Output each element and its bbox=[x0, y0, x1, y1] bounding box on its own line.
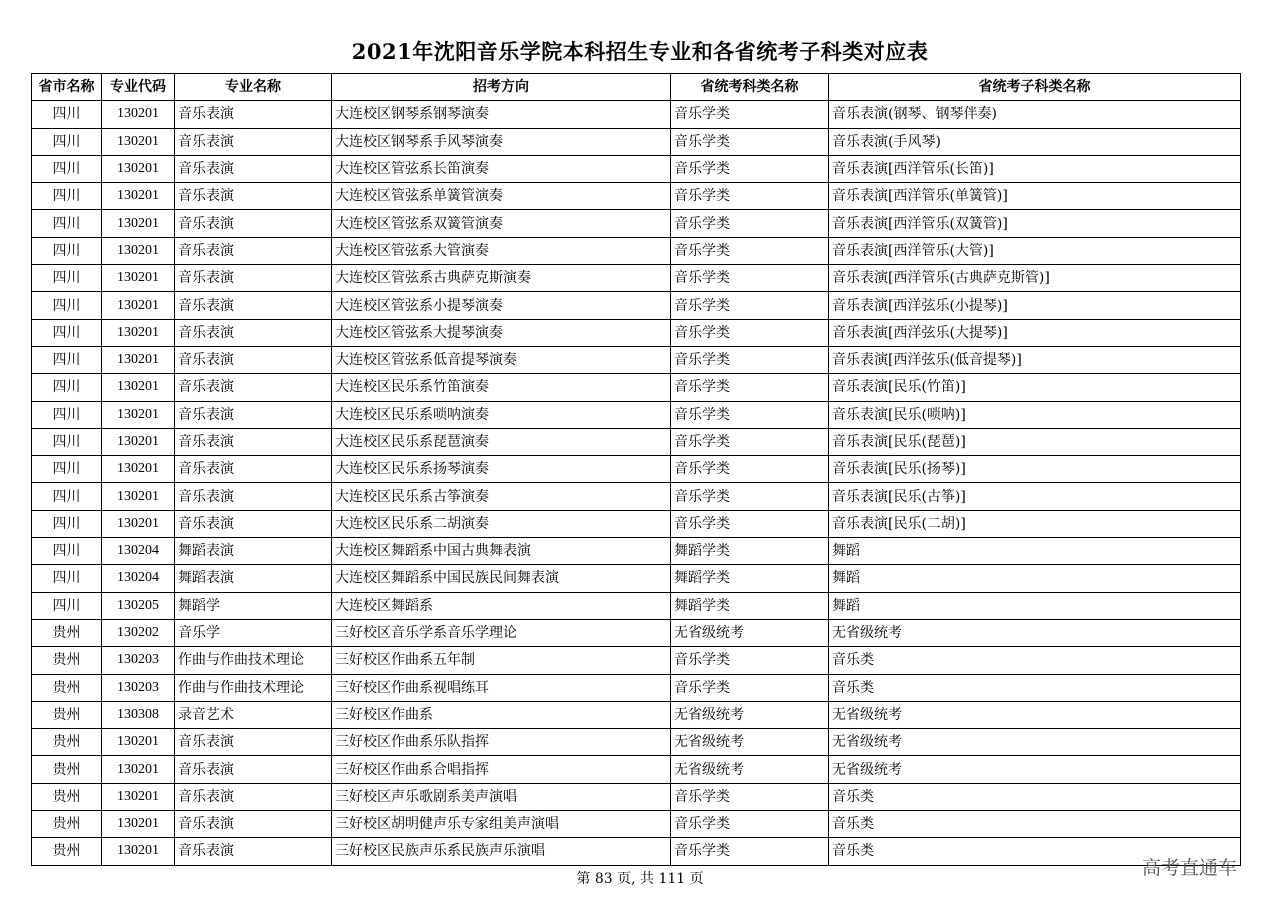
province-cell: 四川 bbox=[32, 483, 102, 510]
province-cell: 四川 bbox=[32, 292, 102, 319]
major-name-cell: 舞蹈表演 bbox=[175, 538, 332, 565]
table-row bbox=[32, 237, 1241, 264]
header-exam-category: 省统考科类名称 bbox=[671, 74, 829, 101]
major-name-cell: 音乐表演 bbox=[175, 183, 332, 210]
major-code-cell: 130204 bbox=[102, 565, 175, 592]
direction-cell: 大连校区舞蹈系 bbox=[332, 592, 671, 619]
major-code-cell: 130201 bbox=[102, 456, 175, 483]
exam-category-cell: 音乐学类 bbox=[671, 101, 829, 128]
exam-subcategory-cell: 音乐表演[民乐(古筝)] bbox=[829, 483, 1241, 510]
direction-cell: 大连校区钢琴系钢琴演奏 bbox=[332, 101, 671, 128]
major-name-cell: 音乐表演 bbox=[175, 292, 332, 319]
exam-category-cell: 音乐学类 bbox=[671, 346, 829, 373]
table-row bbox=[32, 401, 1241, 428]
table-header-row bbox=[32, 74, 1241, 101]
table-row bbox=[32, 483, 1241, 510]
major-code-cell: 130201 bbox=[102, 319, 175, 346]
exam-category-cell: 音乐学类 bbox=[671, 237, 829, 264]
table-row bbox=[32, 292, 1241, 319]
direction-cell: 大连校区民乐系琵琶演奏 bbox=[332, 428, 671, 455]
major-code-cell: 130201 bbox=[102, 428, 175, 455]
table-row bbox=[32, 811, 1241, 838]
table-row bbox=[32, 510, 1241, 537]
exam-subcategory-cell: 音乐表演[民乐(扬琴)] bbox=[829, 456, 1241, 483]
header-major-code: 专业代码 bbox=[102, 74, 175, 101]
province-cell: 四川 bbox=[32, 210, 102, 237]
major-code-cell: 130202 bbox=[102, 619, 175, 646]
major-name-cell: 音乐表演 bbox=[175, 838, 332, 865]
table-row bbox=[32, 538, 1241, 565]
exam-category-cell: 舞蹈学类 bbox=[671, 565, 829, 592]
major-name-cell: 音乐表演 bbox=[175, 319, 332, 346]
major-code-cell: 130201 bbox=[102, 128, 175, 155]
exam-category-cell: 音乐学类 bbox=[671, 483, 829, 510]
exam-category-cell: 舞蹈学类 bbox=[671, 538, 829, 565]
province-cell: 四川 bbox=[32, 265, 102, 292]
major-name-cell: 作曲与作曲技术理论 bbox=[175, 674, 332, 701]
exam-subcategory-cell: 音乐表演[民乐(竹笛)] bbox=[829, 374, 1241, 401]
province-cell: 贵州 bbox=[32, 811, 102, 838]
direction-cell: 大连校区舞蹈系中国民族民间舞表演 bbox=[332, 565, 671, 592]
province-cell: 四川 bbox=[32, 346, 102, 373]
exam-category-cell: 音乐学类 bbox=[671, 210, 829, 237]
major-code-cell: 130201 bbox=[102, 756, 175, 783]
exam-subcategory-cell: 音乐表演[西洋管乐(长笛)] bbox=[829, 155, 1241, 182]
province-cell: 贵州 bbox=[32, 838, 102, 865]
table-row bbox=[32, 783, 1241, 810]
exam-category-cell: 无省级统考 bbox=[671, 756, 829, 783]
page-number: 第 83 页, 共 111 页 bbox=[576, 871, 704, 887]
province-cell: 四川 bbox=[32, 319, 102, 346]
direction-cell: 三好校区声乐歌剧系美声演唱 bbox=[332, 783, 671, 810]
major-code-cell: 130201 bbox=[102, 811, 175, 838]
major-code-cell: 130201 bbox=[102, 210, 175, 237]
direction-cell: 三好校区作曲系视唱练耳 bbox=[332, 674, 671, 701]
direction-cell: 大连校区民乐系竹笛演奏 bbox=[332, 374, 671, 401]
direction-cell: 大连校区管弦系长笛演奏 bbox=[332, 155, 671, 182]
province-cell: 四川 bbox=[32, 401, 102, 428]
major-name-cell: 音乐表演 bbox=[175, 374, 332, 401]
direction-cell: 三好校区作曲系合唱指挥 bbox=[332, 756, 671, 783]
major-name-cell: 作曲与作曲技术理论 bbox=[175, 647, 332, 674]
major-name-cell: 音乐表演 bbox=[175, 729, 332, 756]
exam-category-cell: 无省级统考 bbox=[671, 619, 829, 646]
exam-category-cell: 音乐学类 bbox=[671, 510, 829, 537]
exam-category-cell: 音乐学类 bbox=[671, 292, 829, 319]
major-name-cell: 音乐表演 bbox=[175, 155, 332, 182]
direction-cell: 大连校区民乐系古筝演奏 bbox=[332, 483, 671, 510]
exam-subcategory-cell: 音乐类 bbox=[829, 674, 1241, 701]
direction-cell: 大连校区民乐系二胡演奏 bbox=[332, 510, 671, 537]
exam-subcategory-cell: 舞蹈 bbox=[829, 538, 1241, 565]
major-code-cell: 130201 bbox=[102, 292, 175, 319]
exam-subcategory-cell: 音乐表演[西洋弦乐(低音提琴)] bbox=[829, 346, 1241, 373]
major-code-cell: 130308 bbox=[102, 701, 175, 728]
direction-cell: 大连校区管弦系大提琴演奏 bbox=[332, 319, 671, 346]
province-cell: 贵州 bbox=[32, 619, 102, 646]
major-name-cell: 音乐学 bbox=[175, 619, 332, 646]
major-code-cell: 130201 bbox=[102, 729, 175, 756]
exam-subcategory-cell: 音乐表演[西洋管乐(大管)] bbox=[829, 237, 1241, 264]
major-code-cell: 130203 bbox=[102, 647, 175, 674]
exam-subcategory-cell: 无省级统考 bbox=[829, 701, 1241, 728]
header-exam-subcategory: 省统考子科类名称 bbox=[829, 74, 1241, 101]
table-row bbox=[32, 729, 1241, 756]
major-name-cell: 舞蹈表演 bbox=[175, 565, 332, 592]
header-major-name: 专业名称 bbox=[175, 74, 332, 101]
exam-subcategory-cell: 音乐表演[西洋管乐(单簧管)] bbox=[829, 183, 1241, 210]
major-name-cell: 音乐表演 bbox=[175, 428, 332, 455]
province-cell: 四川 bbox=[32, 237, 102, 264]
major-name-cell: 音乐表演 bbox=[175, 265, 332, 292]
direction-cell: 大连校区管弦系大管演奏 bbox=[332, 237, 671, 264]
province-cell: 四川 bbox=[32, 592, 102, 619]
table-row bbox=[32, 428, 1241, 455]
major-code-cell: 130201 bbox=[102, 237, 175, 264]
major-name-cell: 音乐表演 bbox=[175, 401, 332, 428]
table-row bbox=[32, 674, 1241, 701]
exam-category-cell: 音乐学类 bbox=[671, 783, 829, 810]
table-row bbox=[32, 155, 1241, 182]
exam-subcategory-cell: 音乐表演[西洋管乐(古典萨克斯管)] bbox=[829, 265, 1241, 292]
exam-category-cell: 音乐学类 bbox=[671, 811, 829, 838]
province-cell: 四川 bbox=[32, 155, 102, 182]
major-name-cell: 音乐表演 bbox=[175, 346, 332, 373]
direction-cell: 大连校区民乐系扬琴演奏 bbox=[332, 456, 671, 483]
exam-category-cell: 音乐学类 bbox=[671, 374, 829, 401]
exam-subcategory-cell: 音乐类 bbox=[829, 783, 1241, 810]
province-cell: 四川 bbox=[32, 565, 102, 592]
province-cell: 四川 bbox=[32, 101, 102, 128]
table-row bbox=[32, 565, 1241, 592]
province-cell: 贵州 bbox=[32, 647, 102, 674]
major-name-cell: 音乐表演 bbox=[175, 510, 332, 537]
table-row bbox=[32, 647, 1241, 674]
exam-subcategory-cell: 音乐表演[西洋弦乐(大提琴)] bbox=[829, 319, 1241, 346]
direction-cell: 三好校区作曲系五年制 bbox=[332, 647, 671, 674]
major-code-cell: 130201 bbox=[102, 101, 175, 128]
exam-subcategory-cell: 音乐类 bbox=[829, 838, 1241, 865]
table-row bbox=[32, 128, 1241, 155]
major-code-cell: 130204 bbox=[102, 538, 175, 565]
major-code-cell: 130201 bbox=[102, 265, 175, 292]
table-row bbox=[32, 210, 1241, 237]
major-code-cell: 130203 bbox=[102, 674, 175, 701]
exam-category-cell: 音乐学类 bbox=[671, 428, 829, 455]
table-row bbox=[32, 838, 1241, 865]
major-code-cell: 130201 bbox=[102, 783, 175, 810]
exam-category-cell: 舞蹈学类 bbox=[671, 592, 829, 619]
table-row bbox=[32, 374, 1241, 401]
major-name-cell: 音乐表演 bbox=[175, 811, 332, 838]
table-row bbox=[32, 592, 1241, 619]
province-cell: 贵州 bbox=[32, 674, 102, 701]
direction-cell: 大连校区钢琴系手风琴演奏 bbox=[332, 128, 671, 155]
direction-cell: 大连校区管弦系单簧管演奏 bbox=[332, 183, 671, 210]
direction-cell: 大连校区管弦系低音提琴演奏 bbox=[332, 346, 671, 373]
major-code-cell: 130201 bbox=[102, 838, 175, 865]
exam-category-cell: 音乐学类 bbox=[671, 456, 829, 483]
exam-category-cell: 无省级统考 bbox=[671, 729, 829, 756]
province-cell: 四川 bbox=[32, 428, 102, 455]
exam-category-cell: 音乐学类 bbox=[671, 319, 829, 346]
document-title: 2021年沈阳音乐学院本科招生专业和各省统考子科类对应表 bbox=[351, 39, 929, 64]
exam-category-cell: 音乐学类 bbox=[671, 647, 829, 674]
exam-category-cell: 音乐学类 bbox=[671, 265, 829, 292]
exam-subcategory-cell: 音乐表演(钢琴、钢琴伴奏) bbox=[829, 101, 1241, 128]
major-code-cell: 130205 bbox=[102, 592, 175, 619]
major-code-cell: 130201 bbox=[102, 155, 175, 182]
major-code-cell: 130201 bbox=[102, 374, 175, 401]
direction-cell: 大连校区管弦系古典萨克斯演奏 bbox=[332, 265, 671, 292]
exam-category-cell: 无省级统考 bbox=[671, 701, 829, 728]
major-code-cell: 130201 bbox=[102, 510, 175, 537]
table-body bbox=[32, 101, 1241, 865]
major-name-cell: 音乐表演 bbox=[175, 783, 332, 810]
table-row bbox=[32, 619, 1241, 646]
exam-category-cell: 音乐学类 bbox=[671, 674, 829, 701]
province-cell: 四川 bbox=[32, 510, 102, 537]
direction-cell: 三好校区胡明健声乐专家组美声演唱 bbox=[332, 811, 671, 838]
exam-subcategory-cell: 音乐类 bbox=[829, 647, 1241, 674]
exam-subcategory-cell: 无省级统考 bbox=[829, 729, 1241, 756]
exam-subcategory-cell: 舞蹈 bbox=[829, 592, 1241, 619]
direction-cell: 三好校区民族声乐系民族声乐演唱 bbox=[332, 838, 671, 865]
major-name-cell: 音乐表演 bbox=[175, 210, 332, 237]
major-name-cell: 录音艺术 bbox=[175, 701, 332, 728]
major-code-cell: 130201 bbox=[102, 183, 175, 210]
province-cell: 贵州 bbox=[32, 783, 102, 810]
major-name-cell: 舞蹈学 bbox=[175, 592, 332, 619]
table-row bbox=[32, 265, 1241, 292]
exam-category-cell: 音乐学类 bbox=[671, 155, 829, 182]
province-cell: 贵州 bbox=[32, 729, 102, 756]
table-row bbox=[32, 346, 1241, 373]
exam-category-cell: 音乐学类 bbox=[671, 183, 829, 210]
province-cell: 四川 bbox=[32, 183, 102, 210]
table-row bbox=[32, 319, 1241, 346]
province-cell: 四川 bbox=[32, 456, 102, 483]
direction-cell: 大连校区舞蹈系中国古典舞表演 bbox=[332, 538, 671, 565]
exam-subcategory-cell: 音乐表演[民乐(唢呐)] bbox=[829, 401, 1241, 428]
header-direction: 招考方向 bbox=[332, 74, 671, 101]
table-row bbox=[32, 756, 1241, 783]
province-cell: 四川 bbox=[32, 374, 102, 401]
major-name-cell: 音乐表演 bbox=[175, 101, 332, 128]
major-name-cell: 音乐表演 bbox=[175, 483, 332, 510]
province-cell: 四川 bbox=[32, 128, 102, 155]
province-cell: 四川 bbox=[32, 538, 102, 565]
major-name-cell: 音乐表演 bbox=[175, 456, 332, 483]
table-row bbox=[32, 456, 1241, 483]
exam-category-cell: 音乐学类 bbox=[671, 128, 829, 155]
exam-subcategory-cell: 音乐表演[民乐(琵琶)] bbox=[829, 428, 1241, 455]
major-code-cell: 130201 bbox=[102, 346, 175, 373]
province-cell: 贵州 bbox=[32, 756, 102, 783]
major-name-cell: 音乐表演 bbox=[175, 756, 332, 783]
table-row bbox=[32, 701, 1241, 728]
exam-subcategory-cell: 音乐表演[民乐(二胡)] bbox=[829, 510, 1241, 537]
admissions-table bbox=[31, 73, 1241, 866]
direction-cell: 大连校区管弦系双簧管演奏 bbox=[332, 210, 671, 237]
table-row bbox=[32, 183, 1241, 210]
exam-subcategory-cell: 无省级统考 bbox=[829, 619, 1241, 646]
exam-subcategory-cell: 音乐表演(手风琴) bbox=[829, 128, 1241, 155]
table-row bbox=[32, 101, 1241, 128]
province-cell: 贵州 bbox=[32, 701, 102, 728]
exam-subcategory-cell: 舞蹈 bbox=[829, 565, 1241, 592]
direction-cell: 三好校区作曲系乐队指挥 bbox=[332, 729, 671, 756]
direction-cell: 大连校区民乐系唢呐演奏 bbox=[332, 401, 671, 428]
exam-subcategory-cell: 音乐表演[西洋管乐(双簧管)] bbox=[829, 210, 1241, 237]
major-name-cell: 音乐表演 bbox=[175, 237, 332, 264]
watermark: 高考直通车 bbox=[1142, 857, 1238, 879]
exam-subcategory-cell: 音乐表演[西洋弦乐(小提琴)] bbox=[829, 292, 1241, 319]
major-name-cell: 音乐表演 bbox=[175, 128, 332, 155]
exam-subcategory-cell: 无省级统考 bbox=[829, 756, 1241, 783]
major-code-cell: 130201 bbox=[102, 483, 175, 510]
header-province: 省市名称 bbox=[32, 74, 102, 101]
direction-cell: 大连校区管弦系小提琴演奏 bbox=[332, 292, 671, 319]
exam-category-cell: 音乐学类 bbox=[671, 838, 829, 865]
direction-cell: 三好校区作曲系 bbox=[332, 701, 671, 728]
major-code-cell: 130201 bbox=[102, 401, 175, 428]
exam-category-cell: 音乐学类 bbox=[671, 401, 829, 428]
exam-subcategory-cell: 音乐类 bbox=[829, 811, 1241, 838]
direction-cell: 三好校区音乐学系音乐学理论 bbox=[332, 619, 671, 646]
